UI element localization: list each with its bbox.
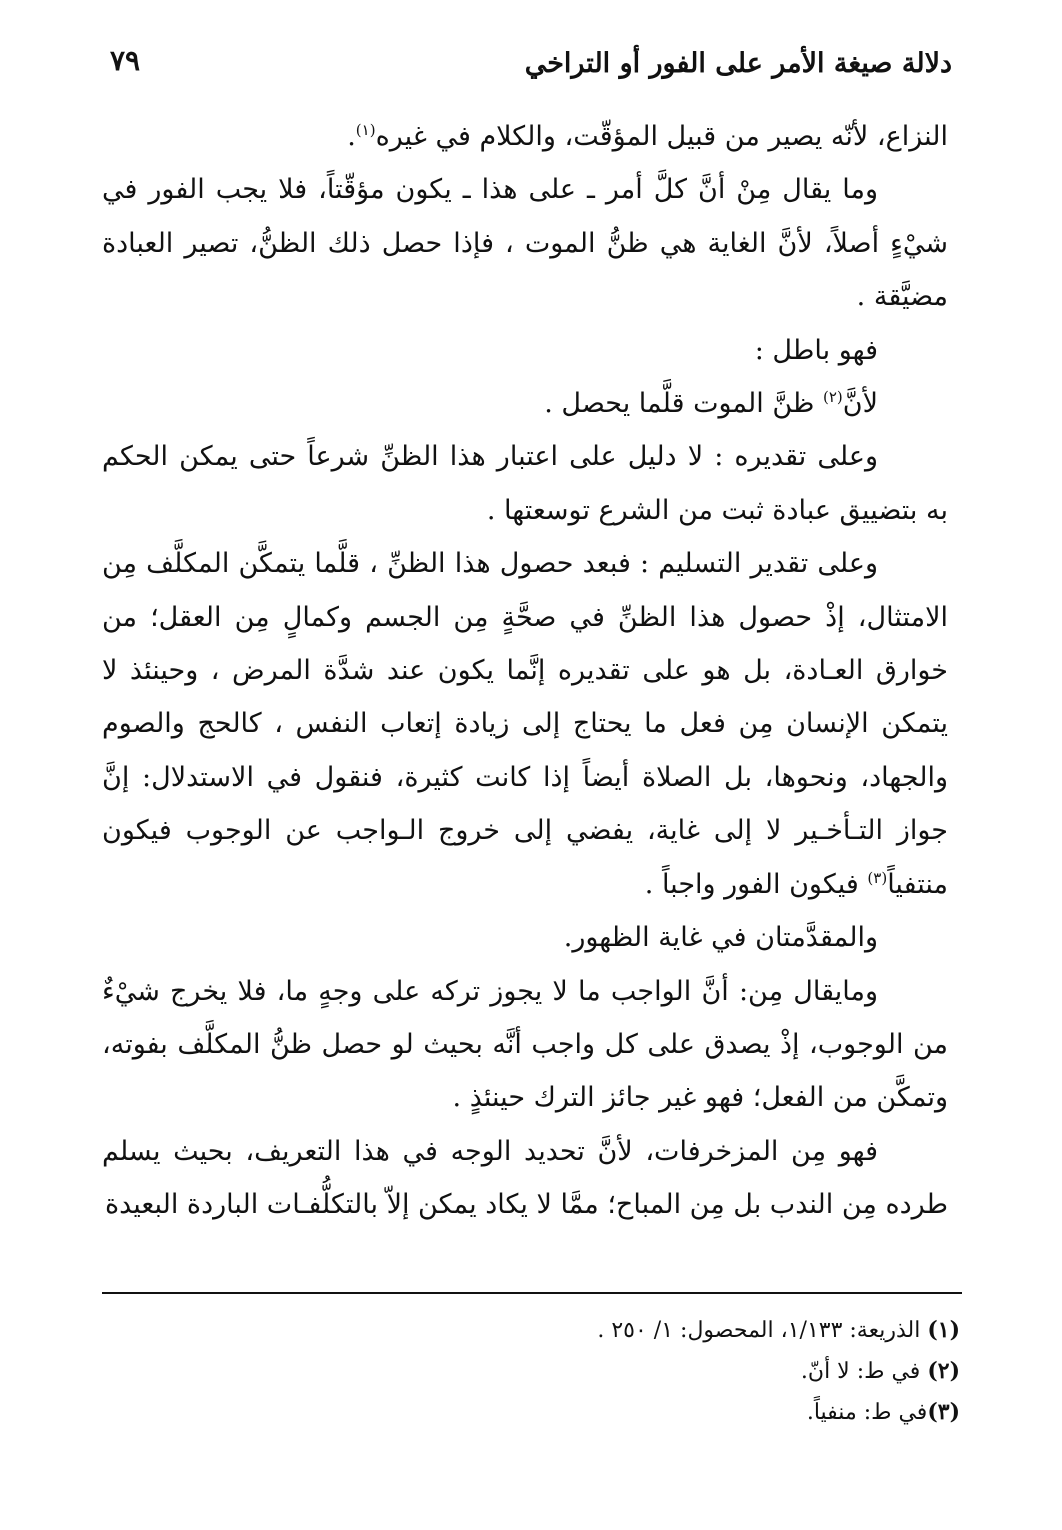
footnote-ref-2: (٢) [822,388,843,407]
paragraph-2: وما يقال مِنْ أنَّ كلَّ أمر ـ على هذا ـ يكون مؤقّتاً، فلا يجب الفور في شيْءٍ أصلاً، لأنَّ الغاية هي ظنُّ الموت ، فإذا حصل ذلك الظنُّ، تصير العبادة مضيَّقة . [102,174,948,313]
paragraph-4-start: لأنَّ [842,388,878,420]
footnote-2 [114,1351,960,1392]
footnotes [114,1310,960,1433]
paragraph-5: وعلى تقديره : لا دليل على اعتبار هذا الظنِّ شرعاً حتى يمكن الحكم به بتضييق عبادة ثبت من الشرع توسعتها . [102,441,948,526]
footnote-2-number: (٢) [927,1358,960,1384]
page-number: ٧٩ [110,44,141,77]
paragraph-3: فهو باطل : [754,334,878,366]
page-header [100,38,962,88]
paragraph-7: والمقدَّمتان في غاية الظهور. [563,922,878,954]
paragraph-6-end: فيكون الفور واجباً . [644,868,868,900]
footnote-divider [102,1292,962,1294]
footnote-3-text: في ط: منفياً. [806,1400,928,1425]
footnote-2-text: في ط: لا أنّ. [800,1359,928,1384]
paragraph-4-rest: ظنَّ الموت قلَّما يحصل . [544,388,823,420]
paragraph-9: فهو مِن المزخرفات، لأنَّ تحديد الوجه في هذا التعريف، بحيث يسلم طرده مِن الندب بل مِن المباح؛ ممَّا لا يكاد يمكن إلاّ بالتكلُّفـات الباردة البعيدة [102,1135,948,1221]
footnote-1-text: الذريعة: ١/١٣٣، المحصول: ١/ ٢٥٠ . [597,1318,928,1343]
footnote-ref-1: (١) [355,121,376,139]
footnote-ref-3: (٣) [867,868,888,887]
paragraph-6 [102,537,948,911]
footnote-1-number: (١) [927,1317,960,1343]
paragraph-6-text: وعلى تقدير التسليم : فبعد حصول هذا الظنِّ ، قلَّما يتمكَّن المكلَّف مِن الامتثال، إذْ حصول هذا الظنِّ في صحَّةٍ مِن الجسم وكمالٍ مِن العقل؛ من خوارق العـادة، بل هو على تقديره إنَّما يكون عند شدَّة المرض ، وحينئذ لا يتمكن الإنسان مِن فعل ما يحتاج إلى زيادة إتعاب النفس ، كالحج والصوم والجهاد، ونحوها، بل الصلاة أيضاً إذا كانت كثيرة، فنقول في الاستدلال: إنَّ جواز التـأخـير لا إلى غاية، يفضي إلى خروج الـواجب عن الوجوب فيكون منتفياً [102,548,948,900]
paragraph-4 [102,377,948,430]
paragraph-8: ومايقال مِن: أنَّ الواجب ما لا يجوز تركه على وجهٍ ما، فلا يخرج شيْءٌ من الوجوب، إذْ يصدق على كل واجب أنَّه بحيث لو حصل ظنُّ المكلَّف بفوته، وتمكَّن من الفعل؛ فهو غير جائز الترك حينئذٍ . [102,975,948,1114]
running-title: دلالة صيغة الأمر على الفور أو التراخي [524,48,952,79]
paragraph-1 [102,110,948,163]
footnote-3-number: (٣) [927,1399,960,1425]
footnote-3 [114,1392,960,1433]
paragraph-1-end: . [347,121,356,152]
main-text [102,110,948,1232]
paragraph-1-text: النزاع، لأنّه يصير من قبيل المؤقّت، والكلام في غيره [375,121,948,152]
footnote-1 [114,1310,960,1351]
